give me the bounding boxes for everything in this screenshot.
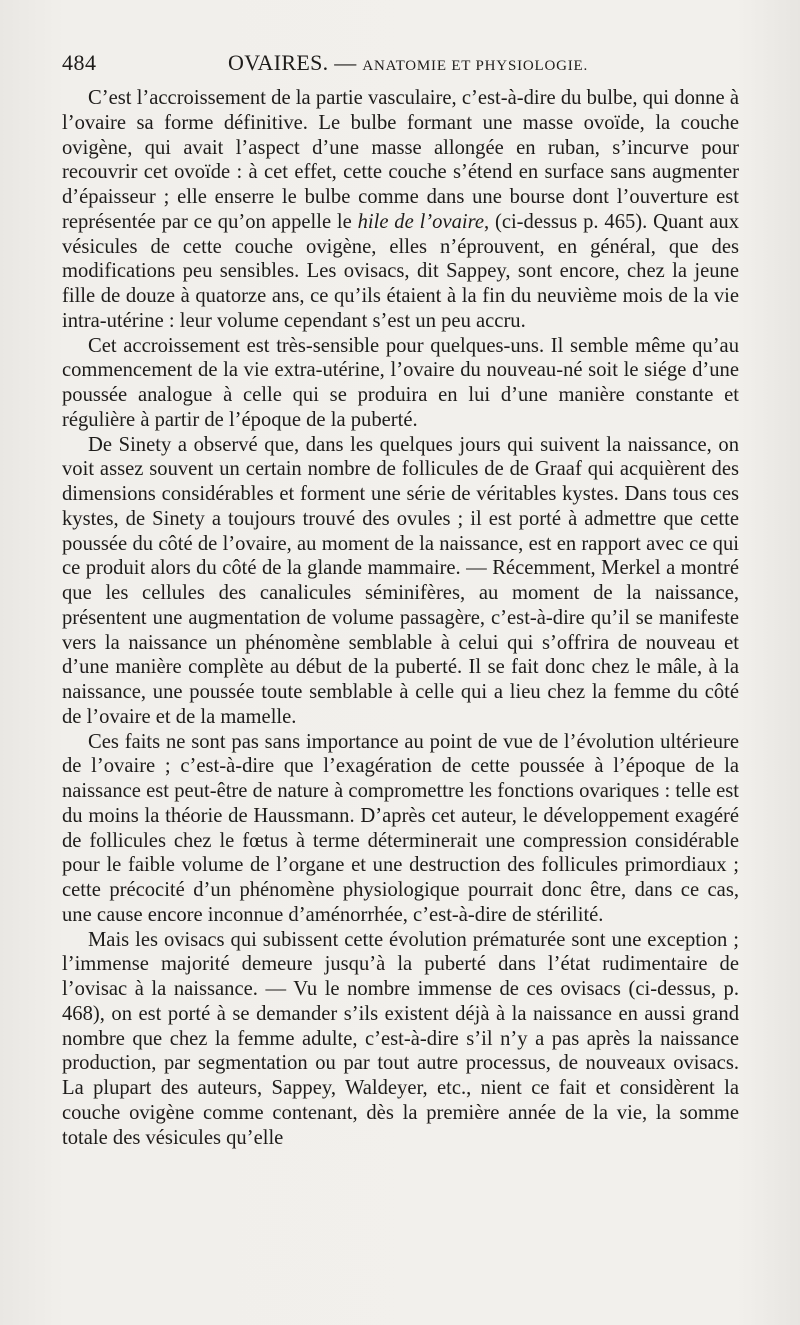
page-header [62,50,739,80]
paragraph-2: Cet accroissement est très-sensible pour quelques-uns. Il semble même qu’au commencement de la vie extra-utérine, l’ovaire du nouveau-né soit le siége d’une poussée analogue à celle qui se produira en lui d’une manière constante et régulière à partir de l’époque de la puberté. [62,334,739,431]
paragraph-5: Mais les ovisacs qui subissent cette évolution prématurée sont une exception ; l’immense majorité demeure jusqu’à la puberté dans l’état rudimentaire de l’ovisac à la naissance. — Vu le nombre immense de ces ovisacs (ci-dessus, p. 468), on est porté à se demander s’ils existent déjà à la naissance en aussi grand nombre que chez la femme adulte, c’est-à-dire s’il n’y a pas après la naissance production, par segmentation ou par tout autre processus, de nouveaux ovisacs. La plupart des auteurs, Sappey, Waldeyer, etc., nient ce fait et considèrent la couche ovigène comme contenant, dès la première année de la vie, la somme totale des vésicules qu’elle [62,928,739,1149]
running-title-sub: ANATOMIE ET PHYSIOLOGIE. [362,58,589,74]
italic-term: hile de l’ovaire [357,210,484,233]
running-title [228,50,588,76]
body-text [62,86,739,1150]
page-number: 484 [62,50,97,75]
running-title-main: OVAIRES. — [228,50,357,75]
paragraph-1: C’est l’accroissement de la partie vasculaire, c’est-à-dire du bulbe, qui donne à l’ovaire sa forme définitive. Le bulbe formant une masse ovoïde, la couche ovigène, qui avait l’aspect d’une masse allongée en ruban, s’incurve pour recouvrir cet ovoïde : à cet effet, cette couche s’étend en surface sans augmenter d’épaisseur ; elle enserre le bulbe comme dans une bourse dont l’ouverture est représentée par ce qu’on appelle le hile de l’ovaire, (ci-dessus p. 465). Quant aux vésicules de cette couche ovigène, elles n’éprouvent, en général, que des modifications peu sensibles. Les ovisacs, dit Sappey, sont encore, chez la jeune fille de douze à quatorze ans, ce qu’ils étaient à la fin du neuvième mois de la vie intra-utérine : leur volume cependant s’est un peu accru. [62,87,739,332]
paragraph-3: De Sinety a observé que, dans les quelques jours qui suivent la naissance, on voit assez souvent un certain nombre de follicules de de Graaf qui acquièrent des dimensions considérables et forment une série de véritables kystes. Dans tous ces kystes, de Sinety a toujours trouvé des ovules ; il est porté à admettre que cette poussée du côté de l’ovaire, au moment de la naissance, est en rapport avec ce qui ce produit alors du côté de la glande mammaire. — Récemment, Merkel a montré que les cellules des canalicules séminifères, au moment de la naissance, présentent une augmentation de volume passagère, c’est-à-dire qu’il se manifeste vers la naissance un phénomène semblable à celui qui s’offrira de nouveau et d’une manière complète au début de la puberté. Il se fait donc chez le mâle, à la naissance, une poussée toute semblable à celle qui a lieu chez la femme du côté de l’ovaire et de la mamelle. [62,433,739,728]
paragraph-4: Ces faits ne sont pas sans importance au point de vue de l’évolution ultérieure de l’ovaire ; c’est-à-dire que l’exagération de cette poussée à l’époque de la naissance est peut-être de nature à compromettre les fonctions ovariques : telle est du moins la théorie de Haussmann. D’après cet auteur, le développement exagéré de follicules chez le fœtus à terme déterminerait une compression considérable pour le faible volume de l’organe et une destruction des follicules primordiaux ; cette précocité d’un phénomène physiologique pourrait donc être, dans ce cas, une cause encore inconnue d’aménorrhée, c’est-à-dire de stérilité. [62,730,739,926]
